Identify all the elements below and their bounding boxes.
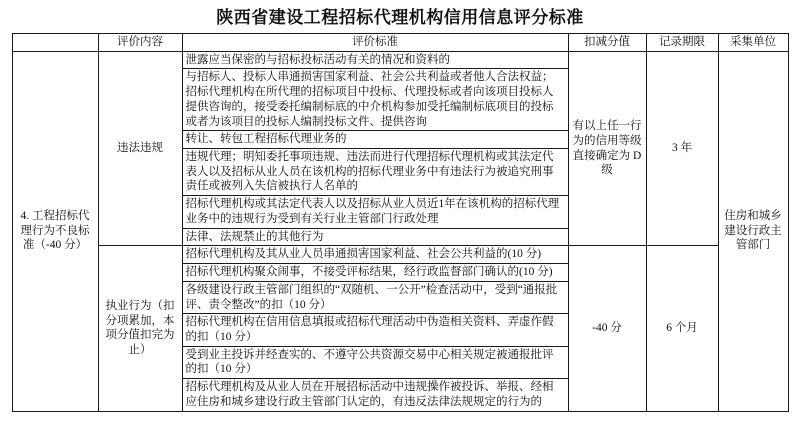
category-label: 4. 工程招标代理行为不良标准（-40 分） xyxy=(12,51,98,411)
scoring-standard-table xyxy=(12,33,789,412)
collecting-unit: 住房和城乡建设行政主管部门 xyxy=(718,51,788,411)
header-col1 xyxy=(12,34,98,52)
record-period-illegal: 3 年 xyxy=(646,51,718,246)
record-period-practice: 6 个月 xyxy=(646,246,718,411)
deduction-score-illegal: 有以上任一行为的信用等级直接确定为 D 级 xyxy=(568,51,646,246)
header-collecting-unit: 采集单位 xyxy=(718,34,788,52)
group-label-illegal: 违法违规 xyxy=(98,51,182,246)
table-row xyxy=(12,51,788,69)
criteria-text: 各级建设行政主管部门组织的“双随机、一公开”检查活动中，受到“通报批评、责令整改”的扣（10 分） xyxy=(182,281,568,313)
criteria-text: 招标代理机构聚众闹事，不接受评标结果，经行政监督部门确认的(10 分) xyxy=(182,264,568,282)
criteria-text: 法律、法规禁止的其他行为 xyxy=(182,228,568,246)
criteria-text: 与招标人、投标人串通损害国家利益、社会公共利益或者他人合法权益；招标代理机构在所代理的招标项目中投标、代理投标或者向该项目投标人提供咨询的，接受委托编制标底的中介机构参加受托编制标底项目的投标或者为该项目的投标人编制投标文件、提供咨询 xyxy=(182,69,568,131)
group-label-practice: 执业行为（扣分项累加，本项分值扣完为止） xyxy=(98,246,182,411)
criteria-text: 招标代理机构及从业人员在开展招标活动中违规操作被投诉、举报、经相应住房和城乡建设行政主管部门认定的，有违反法律法规规定的行为的 xyxy=(182,379,568,411)
criteria-text: 招标代理机构及其从业人员串通损害国家利益、社会公共利益的(10 分) xyxy=(182,246,568,264)
header-deduction-score: 扣减分值 xyxy=(568,34,646,52)
header-evaluation-criteria: 评价标准 xyxy=(182,34,568,52)
criteria-text: 招标代理机构在信用信息填报或招标代理活动中伪造相关资料、弄虚作假的扣（10 分） xyxy=(182,314,568,346)
criteria-text: 招标代理机构或其法定代表人以及招标从业人员近1年在该机构的招标代理业务中的违规行为受到有关行业主管部门行政处理 xyxy=(182,196,568,228)
criteria-text: 泄露应当保密的与招标投标活动有关的情况和资料的 xyxy=(182,51,568,69)
table-header-row xyxy=(12,34,788,52)
page-title: 陕西省建设工程招标代理机构信用信息评分标准 xyxy=(216,8,584,27)
criteria-text: 转让、转包工程招标代理业务的 xyxy=(182,131,568,149)
deduction-score-practice: -40 分 xyxy=(568,246,646,411)
header-record-period: 记录期限 xyxy=(646,34,718,52)
table-row xyxy=(12,246,788,264)
header-evaluation-content: 评价内容 xyxy=(98,34,182,52)
criteria-text: 受到业主投诉并经查实的、不遵守公共资源交易中心相关规定被通报批评的扣（10 分） xyxy=(182,346,568,378)
criteria-text: 违规代理；明知委托事项违规、违法而进行代理招标代理机构或其法定代表人以及招标从业人员在该机构的招标代理业务中有违法行为被追究刑事责任或被列入失信被执行人名单的 xyxy=(182,149,568,196)
